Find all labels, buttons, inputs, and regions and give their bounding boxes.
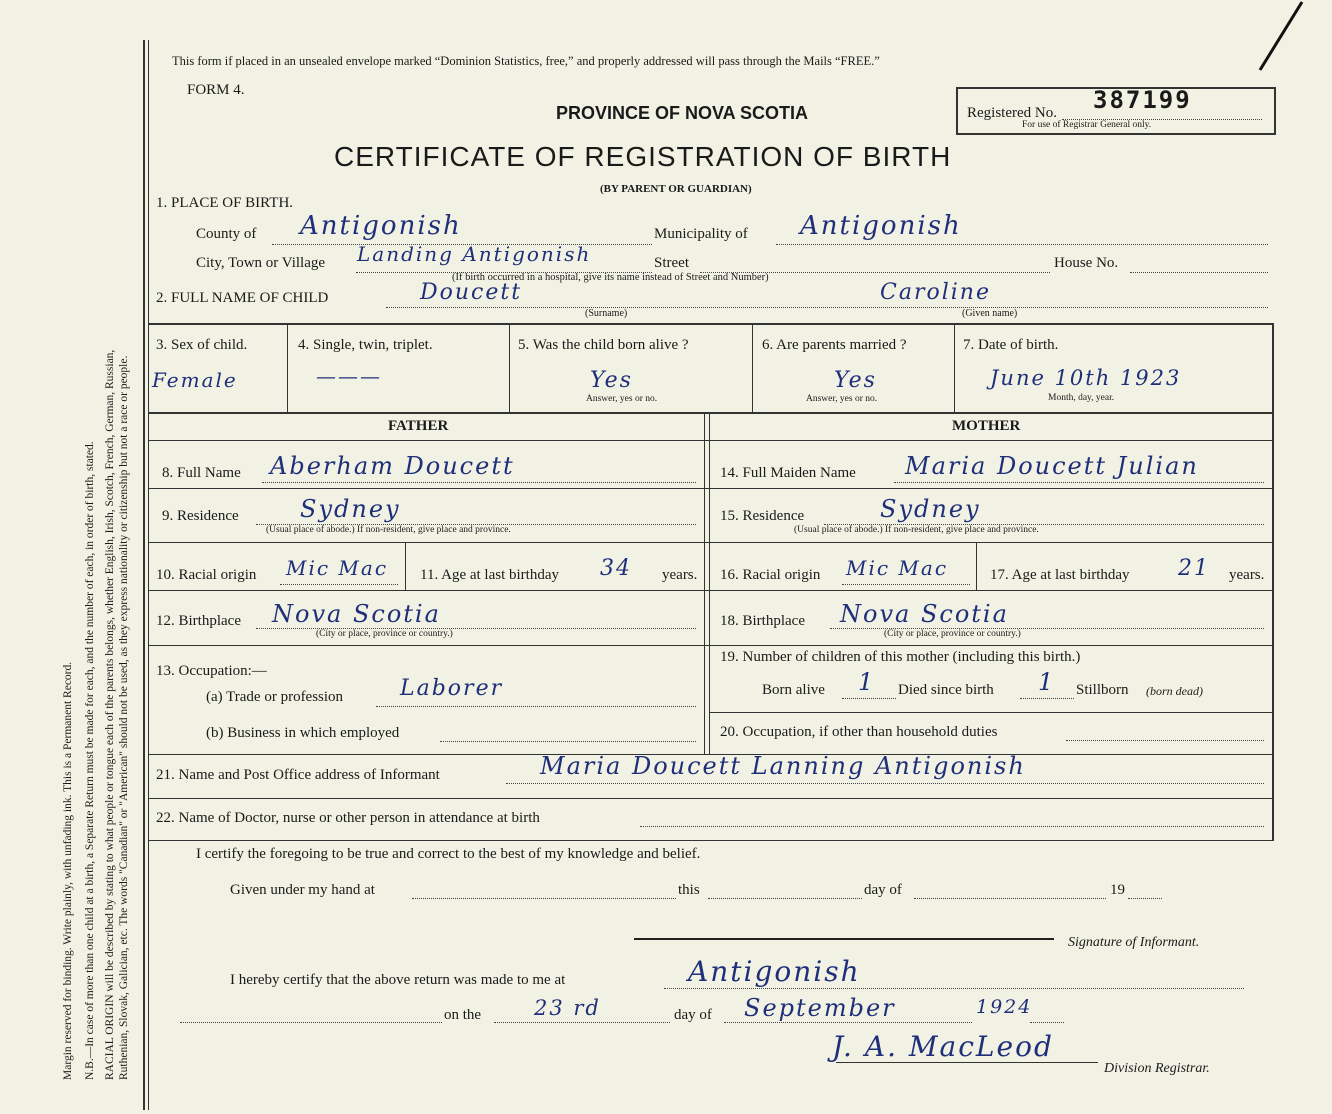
given-caption: (Given name) xyxy=(962,308,1018,319)
binding-border-inner xyxy=(148,40,149,1110)
rule-3 xyxy=(148,440,1272,441)
alive-caption: Answer, yes or no. xyxy=(586,394,658,404)
rule-2 xyxy=(148,412,1272,414)
mother-children-label: 19. Number of children of this mother (including this birth.) xyxy=(720,649,1081,665)
father-bp-label: 12. Birthplace xyxy=(156,613,241,629)
mother-heading: MOTHER xyxy=(952,418,1021,434)
sex-label: 3. Sex of child. xyxy=(156,337,248,353)
sex-value: Female xyxy=(152,368,238,392)
margin-line-2: N.B.—In case of more than one child at a birth, a Separate Return must be made for each, and the number of each, in order of birth, stated. xyxy=(84,441,96,1080)
father-racial-line xyxy=(280,584,398,585)
month-value-line xyxy=(724,1022,972,1023)
age-div-mother xyxy=(976,542,977,590)
div-d xyxy=(954,324,955,412)
father-business-label: (b) Business in which employed xyxy=(206,725,400,741)
plural-value: ——— xyxy=(316,364,382,388)
margin-instructions xyxy=(0,0,150,1114)
certificate-subtitle: (BY PARENT OR GUARDIAN) xyxy=(600,183,752,195)
surname-caption: (Surname) xyxy=(585,308,628,319)
plural-label: 4. Single, twin, triplet. xyxy=(298,337,433,353)
mail-notice: This form if placed in an unsealed envelope marked “Dominion Statistics, free,” and properly addressed will pass through the Mails “FREE.” xyxy=(172,54,880,68)
pen-mark xyxy=(1240,0,1310,80)
registered-number: 387199 xyxy=(1093,86,1192,114)
doctor-line xyxy=(640,826,1264,827)
form-number: FORM 4. xyxy=(187,82,245,98)
born-alive-value: 1 xyxy=(858,668,876,696)
registered-box xyxy=(956,87,1276,135)
mother-res-value: Sydney xyxy=(880,495,981,523)
mother-racial-label: 16. Racial origin xyxy=(720,567,821,583)
municipality-value: Antigonish xyxy=(800,211,962,241)
rule-6 xyxy=(148,590,1272,591)
informant-sig-line xyxy=(634,938,1054,940)
father-name-label: 8. Full Name xyxy=(162,465,241,481)
return-place: Antigonish xyxy=(688,955,861,988)
father-years: years. xyxy=(662,567,698,583)
county-value: Antigonish xyxy=(300,211,462,241)
father-trade-value: Laborer xyxy=(400,676,504,701)
mother-bp-label: 18. Birthplace xyxy=(720,613,805,629)
father-bp-caption: (City or place, province or country.) xyxy=(316,629,453,639)
father-age-value: 34 xyxy=(600,556,632,581)
father-racial-label: 10. Racial origin xyxy=(156,567,257,583)
margin-line-4: Ruthenian, Slovak, Galician, etc. The words "Canadian" or "American" should not be used, as they express nationality or citizenship but not a race or people. xyxy=(118,355,130,1080)
stillborn-label: Stillborn xyxy=(1076,682,1129,698)
mother-name-label: 14. Full Maiden Name xyxy=(720,465,856,481)
margin-line-3: RACIAL ORIGIN will be described by stating to what people or tongue each of the parents belongs, whether English, Irish, Scotch, French, German, Russian, xyxy=(104,349,116,1080)
center-div-1 xyxy=(704,412,705,754)
return-label: I hereby certify that the above return was made to me at xyxy=(230,972,566,988)
month-line xyxy=(914,898,1106,899)
child-surname: Doucett xyxy=(420,280,523,305)
rule-5 xyxy=(148,542,1272,543)
house-line xyxy=(1130,272,1268,273)
father-heading: FATHER xyxy=(388,418,449,434)
hospital-note: (If birth occurred in a hospital, give its name instead of Street and Number) xyxy=(452,272,769,283)
age-div-father xyxy=(405,542,406,590)
mother-age-value: 21 xyxy=(1178,556,1210,581)
year-prefix: 19 xyxy=(1110,882,1125,898)
alive-label: 5. Was the child born alive ? xyxy=(518,337,689,353)
certificate-title: CERTIFICATE OF REGISTRATION OF BIRTH xyxy=(334,141,952,172)
right-border xyxy=(1272,323,1274,841)
rule-4 xyxy=(148,488,1272,489)
mother-age-label: 17. Age at last birthday xyxy=(990,567,1130,583)
dob-value: June 10th 1923 xyxy=(990,366,1182,390)
municipality-line xyxy=(776,244,1268,245)
day-of-label-2: day of xyxy=(674,1007,712,1023)
registrar-signature: J. A. MacLeod xyxy=(832,1030,1054,1063)
month-value: September xyxy=(744,994,896,1022)
father-trade-line xyxy=(376,706,696,707)
father-bp-value: Nova Scotia xyxy=(272,600,441,628)
return-line xyxy=(664,988,1244,989)
city-value: Landing Antigonish xyxy=(357,242,592,266)
father-res-caption: (Usual place of abode.) If non-resident, give place and province. xyxy=(266,525,511,535)
father-res-label: 9. Residence xyxy=(162,508,239,524)
this-line xyxy=(708,898,862,899)
this-label: this xyxy=(678,882,700,898)
street-label: Street xyxy=(654,255,689,271)
binding-border xyxy=(143,40,145,1110)
child-name-label: 2. FULL NAME OF CHILD xyxy=(156,290,329,306)
born-alive-line xyxy=(842,698,896,699)
informant-sig-label: Signature of Informant. xyxy=(1068,935,1200,950)
rule-11 xyxy=(148,840,1272,841)
father-business-line xyxy=(440,741,696,742)
city-label: City, Town or Village xyxy=(196,255,326,271)
mother-bp-caption: (City or place, province or country.) xyxy=(884,629,1021,639)
dob-caption: Month, day, year. xyxy=(1048,393,1115,403)
year-value-line xyxy=(1030,1022,1064,1023)
mother-racial-value: Mic Mac xyxy=(846,556,949,580)
mother-name-value: Maria Doucett Julian xyxy=(905,452,1199,480)
year-value: 1924 xyxy=(976,996,1033,1018)
doctor-label: 22. Name of Doctor, nurse or other person in attendance at birth xyxy=(156,810,540,826)
place-of-birth-label: 1. PLACE OF BIRTH. xyxy=(156,195,294,211)
died-line xyxy=(1020,698,1074,699)
father-racial-value: Mic Mac xyxy=(286,556,389,580)
registered-note: For use of Registrar General only. xyxy=(1022,120,1152,130)
rule-7 xyxy=(148,645,1272,646)
mother-occ-line xyxy=(1066,740,1264,741)
province-heading: PROVINCE OF NOVA SCOTIA xyxy=(556,103,809,123)
rule-8r xyxy=(709,712,1272,713)
mother-bp-value: Nova Scotia xyxy=(840,600,1009,628)
given-line xyxy=(412,898,676,899)
father-age-label: 11. Age at last birthday xyxy=(420,567,559,583)
margin-line-1: Margin reserved for binding. Write plainly, with unfading ink. This is a Permanent Record. xyxy=(62,661,74,1080)
day-value: 23 rd xyxy=(534,996,601,1020)
day-value-line xyxy=(494,1022,670,1023)
mother-years: years. xyxy=(1229,567,1265,583)
mother-racial-line xyxy=(842,584,970,585)
died-value: 1 xyxy=(1038,668,1056,696)
div-c xyxy=(752,324,753,412)
mother-occ-label: 20. Occupation, if other than household duties xyxy=(720,724,998,740)
father-name-line xyxy=(262,482,696,483)
father-occ-label: 13. Occupation:— xyxy=(156,663,267,679)
married-value: Yes xyxy=(834,368,877,393)
stillborn-note: (born dead) xyxy=(1146,684,1203,698)
child-name-line xyxy=(386,307,1268,308)
pre-on-line xyxy=(180,1022,442,1023)
alive-value: Yes xyxy=(590,368,633,393)
married-caption: Answer, yes or no. xyxy=(806,394,878,404)
registered-label: Registered No. xyxy=(967,105,1057,121)
father-res-value: Sydney xyxy=(300,495,401,523)
given-label: Given under my hand at xyxy=(230,882,375,898)
on-the-label: on the xyxy=(444,1007,482,1023)
center-div-2 xyxy=(709,412,710,754)
municipality-label: Municipality of xyxy=(654,226,748,242)
div-b xyxy=(509,324,510,412)
certify-text: I certify the foregoing to be true and correct to the best of my knowledge and belief. xyxy=(196,846,701,862)
day-of-label: day of xyxy=(864,882,902,898)
county-label: County of xyxy=(196,226,257,242)
mother-res-caption: (Usual place of abode.) If non-resident, give place and province. xyxy=(794,525,1039,535)
registrar-label: Division Registrar. xyxy=(1104,1061,1210,1076)
year-line xyxy=(1128,898,1162,899)
mother-res-label: 15. Residence xyxy=(720,508,805,524)
div-a xyxy=(287,324,288,412)
rule-1 xyxy=(148,323,1272,325)
died-label: Died since birth xyxy=(898,682,994,698)
mother-name-line xyxy=(894,482,1264,483)
informant-label: 21. Name and Post Office address of Informant xyxy=(156,767,440,783)
married-label: 6. Are parents married ? xyxy=(762,337,907,353)
rule-10 xyxy=(148,798,1272,799)
informant-value: Maria Doucett Lanning Antigonish xyxy=(540,752,1026,780)
informant-line xyxy=(506,783,1264,784)
born-alive-label: Born alive xyxy=(762,682,825,698)
registrar-sig-line xyxy=(836,1062,1098,1063)
father-name-value: Aberham Doucett xyxy=(270,452,515,480)
dob-label: 7. Date of birth. xyxy=(963,337,1059,353)
father-trade-label: (a) Trade or profession xyxy=(206,689,344,705)
house-label: House No. xyxy=(1054,255,1119,271)
child-given-name: Caroline xyxy=(880,280,991,305)
